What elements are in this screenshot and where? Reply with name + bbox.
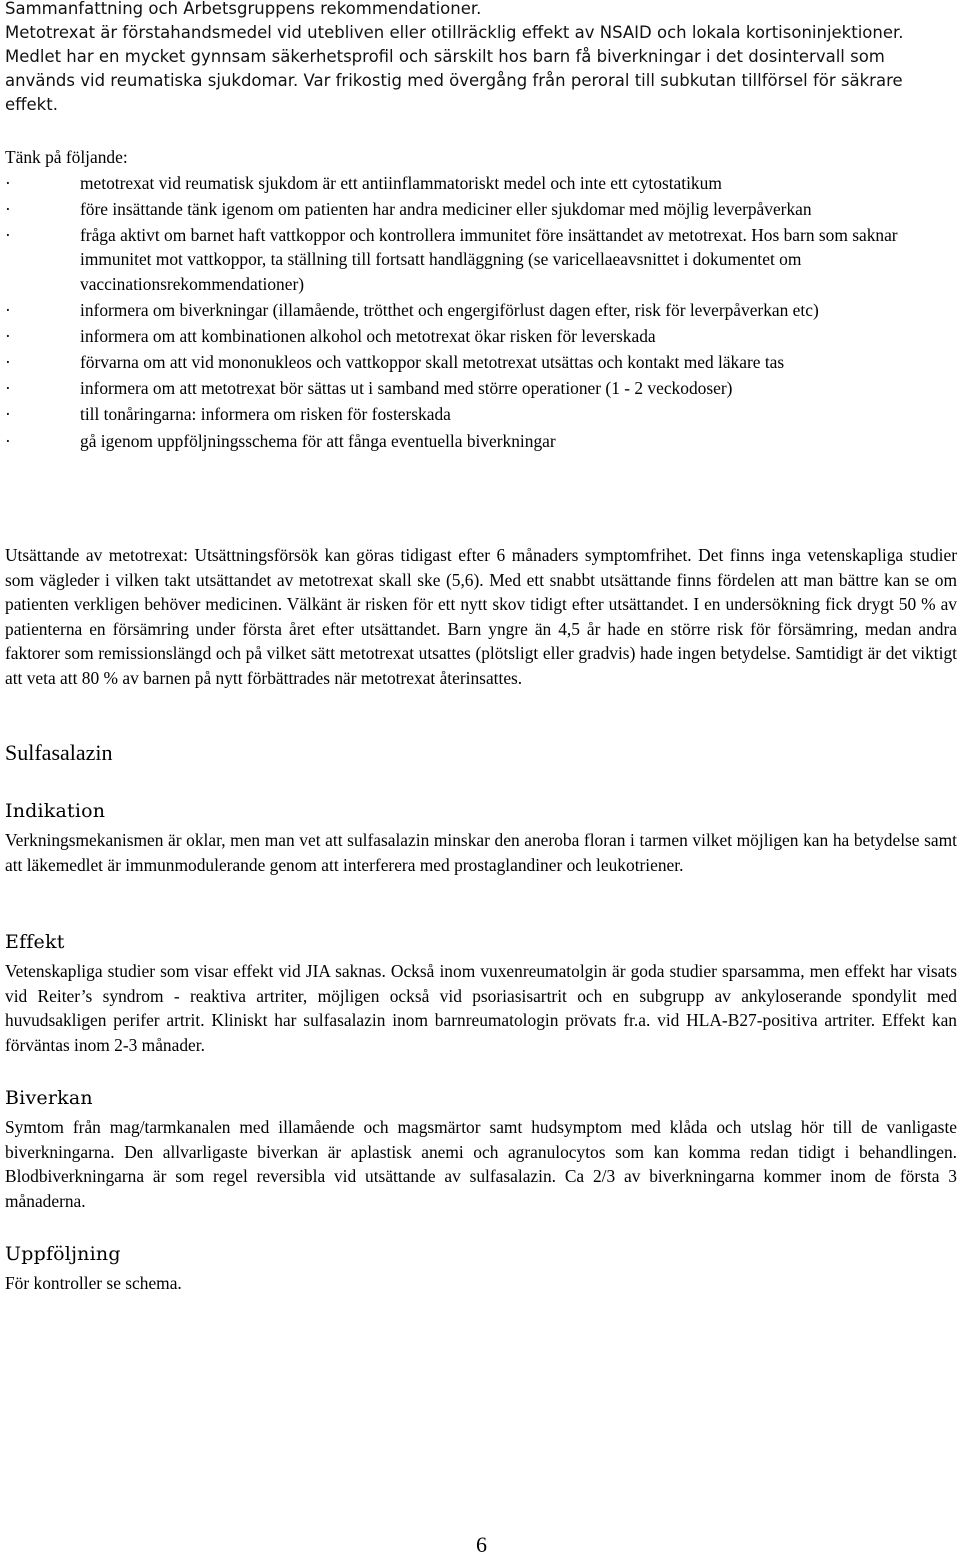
indication-text: Verkningsmekanismen är oklar, men man vet att sulfasalazin minskar den aneroba floran i tarmen vilket möjligen kan ha betydelse samt att läkemedlet är immunmodulerande genom att interferera med prostaglandiner och leukotriener.	[5, 830, 957, 875]
bullet-icon: ·	[5, 352, 11, 373]
list-item	[5, 298, 957, 323]
considerations-list	[5, 171, 957, 454]
bullet-icon: ·	[5, 326, 11, 347]
list-item-text: informera om att kombinationen alkohol och metotrexat ökar risken för leverskada	[80, 326, 656, 347]
bullet-icon: ·	[5, 430, 11, 451]
effect-text: Vetenskapliga studier som visar effekt vid JIA saknas. Också inom vuxenreumatolgin är goda studier sparsamma, men effekt har visats vid Reiter’s syndrom - reaktiva artriter, möjligen också vid psoriasisartrit och en subgrupp av ankyloserande spondylit med huvudsakligen perifer artrit. Kliniskt har sulfasalazin inom barnreumatologin prövats fr.a. vid HLA-B27-positiva artriter. Effekt kan förväntas inom 2-3 månader.	[5, 961, 957, 1055]
side-effects-section	[5, 1085, 957, 1213]
bullet-icon: ·	[5, 198, 11, 219]
list-item	[5, 402, 957, 427]
side-effects-text: Symtom från mag/tarmkanalen med illamående och magsmärtor samt hudsymptom med klåda och utslag hör till de vanligaste biverkningarna. Den allvarligaste biverkan är aplastisk anemi och agranulocytos som kan komma redan tidigt i behandlingen. Blodbiverkningarna är som regel reversibla vid utsättande av sulfasalazin. Ca 2/3 av biverkningarna kommer inom de första 3 månaderna.	[5, 1117, 957, 1211]
follow-up-text: För kontroller se schema.	[5, 1273, 182, 1293]
page-number: 6	[476, 1532, 487, 1557]
bullet-icon: ·	[5, 378, 11, 399]
list-item-text: informera om biverkningar (illamående, trötthet och engergiförlust dagen efter, risk för leverpåverkan etc)	[80, 300, 819, 321]
summary-block	[5, 0, 957, 117]
discontinuation-text: Utsättande av metotrexat: Utsättningsförsök kan göras tidigast efter 6 månaders symptomfrihet. Det finns inga vetenskapliga studier som vägleder i vilken takt utsättandet av metotrexat skall ske (5,6). Med ett snabbt utsättande finns fördelen att man bättre kan se om patienten verkligen behöver medicinen. Välkänt är risken för ett nytt skov tidigt efter utsättandet. I en undersökning fick drygt 50 % av patienterna en försämring under första året efter utsättandet. Barn yngre än 4,5 år hade en större risk för försämring, medan andra faktorer som remissionslängd och på vilket sätt metotrexat utsattes (plötsligt eller gradvis) hade ingen betydelse. Samtidigt är det viktigt att veta att 80 % av barnen på nytt förbättrades när metotrexat återinsattes.	[5, 545, 957, 688]
list-item	[5, 376, 957, 401]
summary-text: Metotrexat är förstahandsmedel vid utebliven eller otillräcklig effekt av NSAID och lokala kortisoninjektioner. Medlet har en mycket gynnsam säkerhetsprofil och särskilt hos barn få biverkningar i det dosintervall som används vid reumatiska sjukdomar. Var frikostig med övergång från peroral till subkutan tillförsel för säkrare effekt.	[5, 23, 904, 114]
list-item	[5, 171, 957, 196]
considerations-heading: Tänk på följande:	[5, 147, 128, 167]
list-item	[5, 223, 957, 297]
side-effects-heading: Biverkan	[5, 1087, 93, 1109]
list-item	[5, 197, 957, 222]
list-item-text: metotrexat vid reumatisk sjukdom är ett antiinflammatoriskt medel och inte ett cytostatikum	[80, 172, 722, 193]
effect-section	[5, 929, 957, 1057]
list-item-text: förvarna om att vid mononukleos och vattkoppor skall metotrexat utsättas och kontakt med läkare tas	[80, 352, 785, 373]
discontinuation-block	[5, 543, 957, 691]
list-item	[5, 350, 957, 375]
list-item-text: före insättande tänk igenom om patienten har andra mediciner eller sjukdomar med möjlig leverpåverkan	[80, 198, 812, 219]
follow-up-section	[5, 1241, 957, 1296]
indication-section	[5, 798, 957, 877]
list-item-text: gå igenom uppföljningsschema för att fånga eventuella biverkningar	[80, 430, 556, 451]
bullet-icon: ·	[5, 404, 11, 425]
bullet-icon: ·	[5, 300, 11, 321]
list-item-text: informera om att metotrexat bör sättas ut i samband med större operationer (1 - 2 veckodoser)	[80, 378, 733, 399]
list-item	[5, 429, 957, 454]
follow-up-heading: Uppföljning	[5, 1243, 121, 1265]
bullet-icon: ·	[5, 224, 11, 245]
effect-heading: Effekt	[5, 931, 65, 953]
indication-heading: Indikation	[5, 800, 106, 822]
list-item-text: fråga aktivt om barnet haft vattkoppor och kontrollera immunitet före insättandet av metotrexat. Hos barn som saknar immunitet mot vattkoppor, ta ställning till fortsatt handläggning (se varicellaeavsnittet i dokumentet om vaccinationsrekommendationer)	[80, 224, 898, 294]
section-title: Sulfasalazin	[5, 740, 113, 765]
list-item	[5, 324, 957, 349]
bullet-icon: ·	[5, 172, 11, 193]
summary-heading: Sammanfattning och Arbetsgruppens rekommendationer.	[5, 0, 482, 18]
list-item-text: till tonåringarna: informera om risken för fosterskada	[80, 404, 451, 425]
considerations-block	[5, 145, 957, 455]
